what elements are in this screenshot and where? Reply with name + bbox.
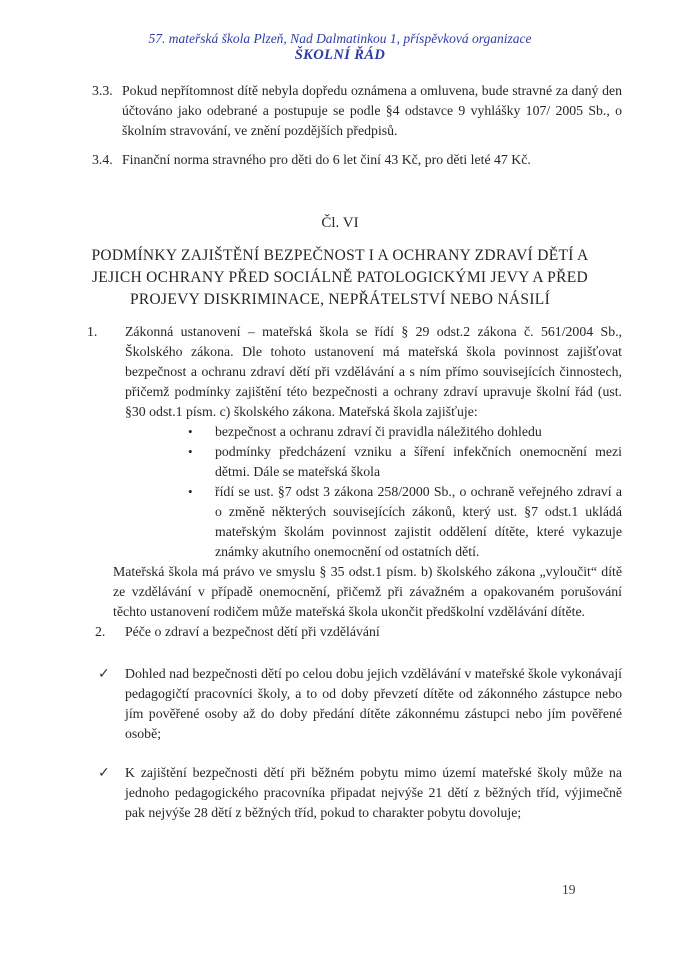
bullet-item [188,422,622,442]
doc-title: ŠKOLNÍ ŘÁD [294,47,386,63]
bullet-text: podmínky předcházení vzniku a šíření infekčních onemocnění mezi dětmi. Dále se mateřská škola [215,444,622,479]
paragraph-text: Pokud nepřítomnost dítě nebyla dopředu oznámena a omluvena, bude stravné za daný den účtováno jako odebrané a postupuje se podle §4 odstavce 9 vyhlášky 107/ 2005 Sb., o školním stravování, ve znění pozdějších předpisů. [122,83,622,138]
paragraph-3-4 [92,150,622,170]
bullet-icon: • [188,424,193,439]
school-name-line: 57. mateřská škola Plzeň, Nad Dalmatinkou 1, příspěvková organizace [148,31,532,46]
list-item-1 [87,322,622,422]
bullet-item [188,442,622,482]
checklist-item [98,763,622,823]
bullet-list [0,422,680,562]
paragraph-number: 3.3. [92,83,113,98]
paragraph-3-3 [92,81,622,141]
list-item-number: 1. [87,324,98,339]
checklist [0,664,680,823]
article-title: PODMÍNKY ZAJIŠTĚNÍ BEZPEČNOST I A OCHRANY ZDRAVÍ DĚTÍ A JEJICH OCHRANY PŘED SOCIÁLNĚ PATOLOGICKÝMI JEVY A PŘED PROJEVY DISKRIMINACE, NEPŘÁTELSTVÍ NEBO NÁSILÍ [91,247,589,308]
continuation-paragraph: Mateřská škola má právo ve smyslu § 35 odst.1 písm. b) školského zákona „vyloučit“ dítě ze vzdělávání v případě onemocnění, přičemž při závažném a opakovaném porušování těchto ustanovení rodičem může mateřská škola ukončit předškolní vzdělávání dítěte. [113,564,622,619]
paragraph-text: Finanční norma stravného pro děti do 6 let činí 43 Kč, pro děti leté 47 Kč. [122,152,531,167]
paragraph-number: 3.4. [92,152,113,167]
list-item-text: Péče o zdraví a bezpečnost dětí při vzdělávání [125,624,380,639]
list-item-2 [95,622,622,642]
check-icon: ✓ [98,765,110,780]
page-number: 19 [562,882,576,897]
checklist-item [98,664,622,744]
bullet-icon: • [188,484,193,499]
list-item-number: 2. [95,624,106,639]
bullet-icon: • [188,444,193,459]
bullet-text: řídí se ust. §7 odst 3 zákona 258/2000 Sb., o ochraně veřejného zdraví a o změně některých souvisejících zákonů, který ust. §7 odst.1 ukládá mateřským školám povinnost zajistit oddělení dítěte, které vykazuje známky akutního onemocnění od ostatních dětí. [215,484,622,559]
list-item-text: Zákonná ustanovení – mateřská škola se řídí § 29 odst.2 zákona č. 561/2004 Sb., Školského zákona. Dle tohoto ustanovení má mateřská škola povinnost zajišťovat bezpečnost a ochranu zdraví dětí při vzdělávání a s ním přímo souvisejících činnostech, přičemž podmínky zajištění této bezpečnosti a ochrany zdraví upravuje školní řád (ust. §30 odst.1 písm. c) školského zákona. Mateřská škola zajišťuje: [125,324,622,419]
doc-header [0,30,680,64]
bullet-text: bezpečnost a ochranu zdraví či pravidla náležitého dohledu [215,424,542,439]
article-number: Čl. VI [321,215,359,231]
bullet-item [188,482,622,562]
check-icon: ✓ [98,666,110,681]
check-text: K zajištění bezpečnosti dětí při běžném pobytu mimo území mateřské školy může na jednoho pedagogického pracovníka připadat nejvýše 21 dětí z běžných tříd, výjimečně pak nejvýše 28 dětí z běžných tříd, pokud to charakter pobytu dovoluje; [125,765,622,820]
check-text: Dohled nad bezpečnosti dětí po celou dobu jejich vzdělávání v mateřské škole vykonávají pedagogičtí pracovníci školy, a to od doby převzetí dítěte od zákonného zástupce nebo jím pověřené osoby až do doby předání dítěte zákonnému zástupci nebo jím pověřené osobě; [125,666,622,741]
